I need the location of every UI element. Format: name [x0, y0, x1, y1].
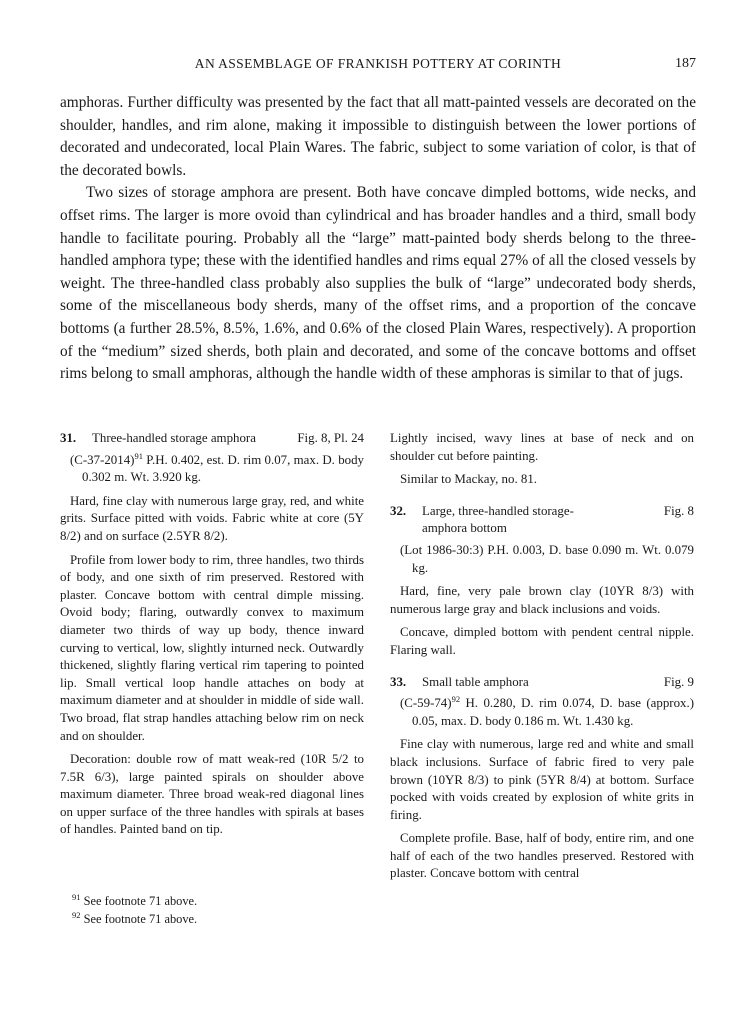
entry-measurements: (Lot 1986-30:3) P.H. 0.003, D. base 0.090 m. Wt. 0.079 kg.: [400, 542, 694, 575]
measurements-text: P.H. 0.402, est. D. rim 0.07, max. D. body 0.302 m. Wt. 3.920 kg.: [82, 452, 364, 485]
footnote-mark: 92: [451, 694, 461, 705]
figure-reference: Fig. 8: [663, 503, 694, 518]
entry-fabric: Hard, fine, very pale brown clay (10YR 8/3) with numerous large gray and black inclusions and voids.: [390, 584, 694, 616]
entry-number: 31.: [60, 431, 77, 445]
figure-reference: Fig. 9: [663, 674, 694, 689]
entry-profile: Profile from lower body to rim, three handles, two thirds of body, and one sixth of rim preserved. Restored with plaster. Concave bottom with central dimple missing. Ovoid body; flaring, outwardly convex to maximum diameter two thirds of way up body, thence inward curving to vertical, low, slightly inturned neck. Outwardly thickened, slightly flaring vertical rim tapering to pointed lip. Small vertical loop handle attaches on body at maximum diameter and at shoulder in middle of side wall. Two broad, flat strap handles attaching below rim on neck and on shoulder.: [60, 552, 364, 743]
entry-fabric: Fine clay with numerous, large red and white and small black inclusions. Surface of fabric fired to very pale brown (10YR 8/3) to pink (5YR 8/4) at bottom. Surface pocked with voids created by explosion of white grits in firing.: [390, 737, 694, 822]
footnote-number: 92: [72, 910, 81, 920]
entry-measurements: [390, 695, 694, 730]
entry-heading: [60, 430, 364, 448]
catalog-entry-31: [60, 430, 364, 839]
entry-heading: [390, 503, 694, 538]
footnote-text: See footnote 71 above.: [80, 912, 198, 926]
entry-measurements: [60, 452, 364, 487]
catalog-column-left: [60, 430, 364, 851]
measurements-text: H. 0.280, D. rim 0.074, D. base (approx.) 0.05, max. D. body 0.186 m. Wt. 1.430 kg.: [412, 696, 694, 728]
inventory-id: (C-59-74): [400, 696, 452, 711]
entry-description: Concave, dimpled bottom with pendent central nipple. Flaring wall.: [390, 625, 694, 657]
footnote: [72, 892, 197, 910]
entry-31-continuation: Lightly incised, wavy lines at base of neck and on shoulder cut before painting.: [390, 431, 694, 463]
figure-reference: Fig. 8, Pl. 24: [297, 431, 364, 445]
entry-fabric: Hard, fine clay with numerous large gray, red, and white grits. Surface pitted with voids. Fabric white at core (5Y 8/2) and on surface (2.5YR 8/2).: [60, 493, 364, 543]
entry-title: Large, three-handled storage-amphora bottom: [422, 503, 574, 536]
body-text: [60, 92, 696, 386]
footnote-number: 91: [72, 892, 81, 902]
footnote-mark: 91: [134, 450, 143, 461]
entry-number: 32.: [390, 503, 407, 518]
running-title: AN ASSEMBLAGE OF FRANKISH POTTERY AT CORINTH: [194, 56, 562, 71]
running-header: [60, 56, 696, 76]
entry-title: Three-handled storage amphora: [92, 431, 256, 445]
catalog-entry-32: [390, 503, 694, 660]
catalog-entry-33: [390, 674, 694, 884]
entry-heading: [390, 674, 694, 692]
catalog-column-right: [390, 430, 694, 895]
page-number: 187: [675, 56, 696, 71]
inventory-id: (C-37-2014): [70, 452, 135, 467]
entry-profile: Complete profile. Base, half of body, entire rim, and one half of each of the two handles preserved. Restored with plaster. Concave bottom with central: [390, 831, 694, 881]
entry-number: 33.: [390, 674, 407, 689]
footnotes: [72, 892, 197, 928]
entry-title: Small table amphora: [422, 674, 529, 689]
entry-decoration: Decoration: double row of matt weak-red (10R 5/2 to 7.5R 6/3), large painted spirals on shoulder above maximum diameter. Three broad weak-red diagonal lines on upper surface of the three handles with spirals at bases of handles. Painted band on tip.: [60, 752, 364, 837]
entry-31-comparanda: Similar to Mackay, no. 81.: [400, 472, 538, 487]
body-paragraph-2: Two sizes of storage amphora are present. Both have concave dimpled bottoms, wide necks, and offset rims. The larger is more ovoid than cylindrical and has broader handles and a third, small body handle to facilitate pouring. Probably all the “large” matt-painted body sherds belong to the three-handled amphora type; these with the identified handles and rims equal 27% of all the closed vessels by weight. The three-handled class probably also supplies the bulk of “large” undecorated body sherds, some of the miscellaneous body sherds, many of the offset rims, and a proportion of the concave bottoms (a further 28.5%, 8.5%, 1.6%, and 0.6% of the closed Plain Wares, respectively). A proportion of the “medium” sized sherds, both plain and decorated, and some of the concave bottoms and offset rims belong to small amphoras, although the handle width of these amphoras is similar to that of jugs.: [60, 184, 696, 383]
footnote: [72, 910, 197, 928]
footnote-text: See footnote 71 above.: [80, 894, 198, 908]
body-paragraph-1: amphoras. Further difficulty was presented by the fact that all matt-painted vessels are decorated on the shoulder, handles, and rim alone, making it impossible to distinguish between the lower portions of decorated and undecorated, local Plain Wares. The fabric, subject to some variation of color, is that of the decorated bowls.: [60, 94, 696, 179]
